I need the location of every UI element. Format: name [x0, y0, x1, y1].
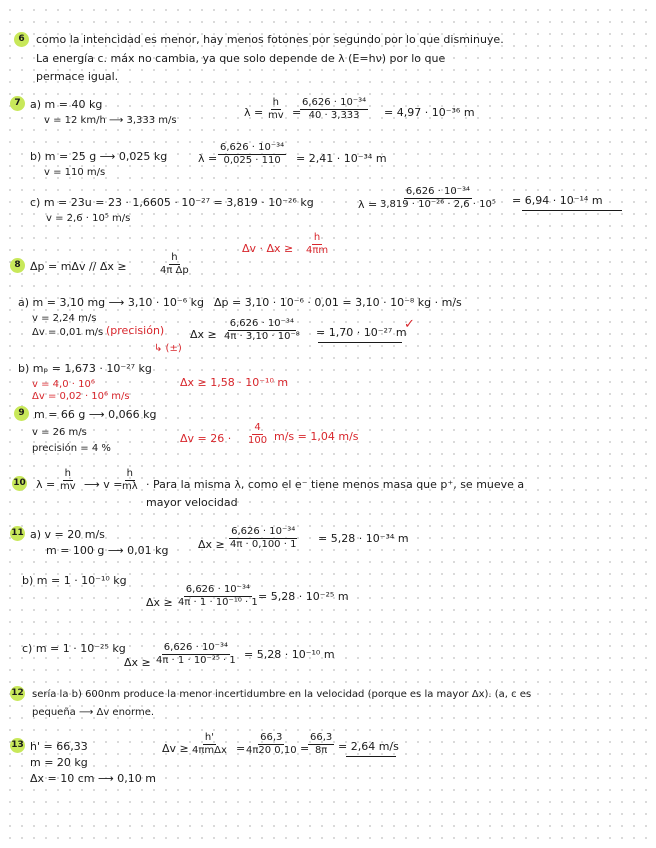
q7a-values-den: 40 · 3,333	[308, 110, 360, 121]
q7a-lambda: λ =	[244, 106, 264, 119]
q8-heading: Δp = mΔv // Δx ≥	[30, 260, 127, 273]
q8-red-fraction	[304, 232, 330, 257]
q7c-velocity: v = 2,6 · 10⁵ m/s	[46, 213, 131, 224]
q9-fraction	[246, 422, 269, 447]
q7c-result-underline	[522, 210, 622, 211]
question-badge-13: 13	[10, 738, 25, 753]
q8a-velocity: v = 2,24 m/s	[32, 313, 97, 324]
q8a-mass: a) m = 3,10 mg ⟶ 3,10 · 10⁻⁶ kg	[18, 296, 204, 309]
q8-heading-fraction-num: h	[171, 252, 178, 263]
question-badge-10: 10	[12, 476, 27, 491]
q8a-values-num: 6,626 · 10⁻³⁴	[229, 318, 294, 329]
q11a-mass: m = 100 g ⟶ 0,01 kg	[46, 544, 169, 557]
question-badge-6: 6	[14, 32, 29, 47]
q8a-precision-note: (precisión)	[106, 324, 165, 337]
q7b-fraction-values	[218, 142, 286, 167]
q11a-delta-x: Δx ≥	[198, 538, 225, 551]
q11c-fraction-den: 4π · 1 · 10⁻²⁵ · 1	[156, 655, 236, 666]
q9-fraction-num: 4	[254, 422, 261, 433]
q7a-values-num: 6,626 · 10⁻³⁴	[302, 97, 367, 108]
q13-delta-x: Δx = 10 cm ⟶ 0,10 m	[30, 772, 156, 785]
check-mark-icon: ✓	[404, 317, 415, 332]
q13-delta-v: Δv ≥	[162, 742, 189, 755]
q13-fraction-values	[244, 732, 299, 757]
q10-arrow-v: ⟶ v =	[84, 478, 123, 491]
q13-fraction2-den: 4π20 0,10	[246, 745, 297, 756]
q8a-result-underline	[318, 342, 402, 343]
q8-red-fraction-num: h	[313, 232, 321, 243]
q13-fraction1-num: h'	[204, 732, 214, 743]
q7a-mass: a) m = 40 kg	[30, 98, 103, 111]
question-badge-8: 8	[10, 258, 25, 273]
q10-fraction-h-mv	[58, 468, 78, 493]
q13-h-prime: h' = 66,33	[30, 740, 88, 753]
q11b-result: = 5,28 · 10⁻²⁵ m	[258, 590, 349, 603]
q9-result: m/s = 1,04 m/s	[274, 430, 359, 443]
q7a-fraction-num: h	[272, 97, 279, 108]
q8b-velocity: v = 4,0 · 10⁶	[32, 379, 95, 390]
q7b-values-den: 0,025 · 110	[223, 155, 281, 166]
q9-velocity: v = 26 m/s	[32, 427, 87, 438]
q10-explanation-2: mayor velocidad	[146, 496, 238, 509]
q9-precision: precisión = 4 %	[32, 443, 111, 454]
q7b-result: = 2,41 · 10⁻³⁴ m	[296, 152, 387, 165]
q7b-lambda: λ =	[198, 152, 218, 165]
q10-fraction-h-mlambda	[120, 468, 140, 493]
q8a-fraction-values	[222, 318, 302, 343]
q7a-equals: =	[292, 106, 302, 119]
q9-fraction-den: 100	[248, 435, 268, 446]
q9-delta-v: Δv = 26 ·	[180, 432, 232, 445]
q8a-momentum: Δp = 3,10 · 10⁻⁶ · 0,01 = 3,10 · 10⁻⁸ kg · m/s	[214, 296, 462, 309]
q11a-velocity: a) v = 20 m/s	[30, 528, 105, 541]
q11b-delta-x: Δx ≥	[146, 596, 173, 609]
q10-lambda: λ =	[36, 478, 56, 491]
q13-fraction-simplified	[308, 732, 334, 757]
q6-line-1: como la intencidad es menor, hay menos fotones por segundo por lo que disminuye.	[36, 33, 504, 46]
q7c-values-num: 6,626 · 10⁻³⁴	[405, 186, 471, 197]
q7c-result: = 6,94 · 10⁻¹⁴ m	[512, 194, 603, 207]
q11b-mass: b) m = 1 · 10⁻¹⁰ kg	[22, 574, 127, 587]
q8-red-inequality: Δv · Δx ≥	[242, 242, 294, 255]
q7a-fraction-h-mv	[266, 97, 286, 122]
q11b-fraction-den: 4π · 1 · 10⁻¹⁰ · 1	[178, 597, 258, 608]
q8a-result: = 1,70 · 10⁻²⁷ m	[316, 326, 407, 339]
q10-fraction2-den: mλ	[122, 481, 138, 492]
q11c-delta-x: Δx ≥	[124, 656, 151, 669]
q7a-result: = 4,97 · 10⁻³⁶ m	[384, 106, 475, 119]
q6-line-2: La energía c. máx no cambia, ya que solo depende de λ (E=hν) por lo que	[36, 52, 446, 65]
q11c-result: = 5,28 · 10⁻¹⁰ m	[244, 648, 335, 661]
question-badge-9: 9	[14, 406, 29, 421]
question-badge-7: 7	[10, 96, 25, 111]
q7c-fraction-values	[378, 186, 498, 211]
q11c-fraction	[154, 642, 238, 667]
q11a-fraction-num: 6,626 · 10⁻³⁴	[231, 526, 296, 537]
q7a-velocity: v = 12 km/h ⟶ 3,333 m/s	[44, 115, 177, 126]
q8a-values-den: 4π · 3,10 · 10⁻⁸	[224, 331, 300, 342]
q10-fraction1-num: h	[64, 468, 71, 479]
q13-fraction3-num: 66,3	[310, 732, 333, 743]
q11a-result: = 5,28 · 10⁻³⁴ m	[318, 532, 409, 545]
q7b-velocity: v = 110 m/s	[44, 167, 106, 178]
q7c-lambda: λ =	[358, 198, 378, 211]
q8-red-fraction-den: 4πm	[306, 245, 329, 256]
q8a-delta-v: Δv = 0,01 m/s	[32, 327, 104, 338]
q8a-delta-x: Δx ≥	[190, 328, 217, 341]
q13-fraction2-num: 66,3	[260, 732, 283, 743]
q10-explanation-1: · Para la misma λ, como el e⁻ tiene menos masa que p⁺, se mueve a	[146, 478, 525, 491]
q8-heading-fraction	[158, 252, 191, 277]
q13-fraction-symbolic	[190, 732, 229, 757]
q7b-values-num: 6,626 · 10⁻³⁴	[220, 142, 285, 153]
q11c-fraction-num: 6,626 · 10⁻³⁴	[163, 642, 228, 653]
q10-fraction1-den: mv	[60, 481, 76, 492]
q8b-proton-mass: b) mₚ = 1,673 · 10⁻²⁷ kg	[18, 362, 152, 375]
q7c-mass: c) m = 23u = 23 · 1,6605 · 10⁻²⁷ = 3,819 · 10⁻²⁶ kg	[30, 196, 314, 209]
q11a-fraction	[228, 526, 298, 551]
question-badge-12: 12	[10, 686, 25, 701]
q13-equals-2: =	[300, 742, 310, 755]
q13-fraction1-den: 4πmΔx	[192, 745, 227, 756]
q10-fraction2-num: h	[126, 468, 133, 479]
q8a-plusminus-note: ↳ (±)	[154, 343, 182, 354]
q13-result-underline	[346, 756, 396, 757]
q7c-values-den: 3,819 · 10⁻²⁶ · 2,6 · 10⁵	[380, 199, 496, 210]
q13-mass: m = 20 kg	[30, 756, 88, 769]
q11a-fraction-den: 4π · 0,100 · 1	[230, 539, 297, 550]
q8b-result: Δx ≥ 1,58 · 10⁻¹⁰ m	[180, 376, 289, 389]
q12-line-1: sería la b) 600nm produce la menor incertidumbre en la velocidad (porque es la mayor Δx). (a, c es	[32, 689, 532, 700]
q7a-fraction-values	[300, 97, 368, 122]
q11c-mass: c) m = 1 · 10⁻²⁵ kg	[22, 642, 126, 655]
q11b-fraction-num: 6,626 · 10⁻³⁴	[185, 584, 250, 595]
q7b-mass: b) m = 25 g ⟶ 0,025 kg	[30, 150, 168, 163]
q12-line-2: pequeña ⟶ Δv enorme.	[32, 707, 155, 718]
q6-line-3: permace igual.	[36, 70, 119, 83]
q13-fraction3-den: 8π	[314, 745, 328, 756]
q8-heading-fraction-den: 4π Δp	[160, 265, 189, 276]
q11b-fraction	[176, 584, 260, 609]
q13-result: = 2,64 m/s	[338, 740, 399, 753]
question-badge-11: 11	[10, 526, 25, 541]
q8b-delta-v: Δv = 0,02 · 10⁶ m/s	[32, 391, 130, 402]
q7a-fraction-den: mv	[268, 110, 284, 121]
q9-mass: m = 66 g ⟶ 0,066 kg	[34, 408, 157, 421]
q13-equals-1: =	[236, 742, 246, 755]
